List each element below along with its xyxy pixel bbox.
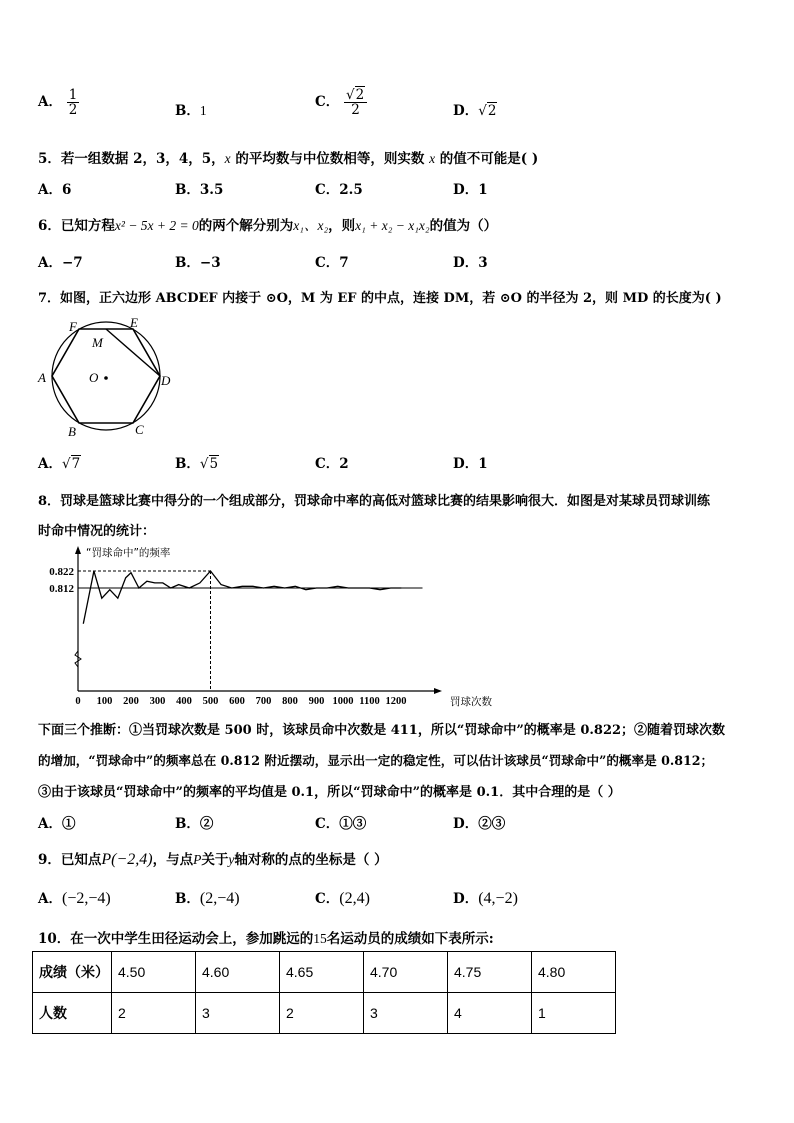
- table-cell: 4.50: [112, 952, 196, 993]
- label-c: C: [135, 422, 144, 437]
- label-d: D: [161, 373, 171, 388]
- y-tick-label: 0.812: [49, 583, 74, 595]
- label-e: E: [130, 315, 138, 330]
- table-cell: 4.75: [448, 952, 532, 993]
- y-axis-arrow: [75, 546, 81, 554]
- q6-option-a: A．−7: [38, 255, 83, 271]
- table-cell: 2: [112, 993, 196, 1034]
- label-a: A: [38, 370, 46, 385]
- q5-option-d: D．1: [453, 182, 488, 198]
- q7-option-c: C．2: [315, 456, 349, 472]
- table-cell: 4.65: [280, 952, 364, 993]
- x-tick-label: 900: [308, 696, 325, 707]
- q5-stem: 5．若一组数据 2，3，4，5，x 的平均数与中位数相等，则实数 x 的值不可能是( ): [38, 151, 539, 167]
- q6-stem: 6．已知方程x² − 5x + 2 = 0的两个解分别为x₁、x₂，则x₁ + x₂ − x₁x₂的值为（）: [38, 218, 498, 234]
- segment-md: [106, 329, 160, 376]
- x-tick-label: 500: [202, 696, 219, 707]
- q8-option-a: A．①: [38, 816, 76, 832]
- table-cell: 4.60: [196, 952, 280, 993]
- table-header-score: 成绩（米）: [33, 952, 112, 993]
- circle-o: [52, 322, 160, 430]
- table-cell: 2: [280, 993, 364, 1034]
- x-tick-label: 600: [229, 696, 245, 707]
- q9-option-a: A．(−2,−4): [38, 890, 111, 907]
- y-tick-label: 0.822: [49, 566, 74, 578]
- x-axis-arrow: [434, 688, 442, 694]
- table-cell: 1: [532, 993, 616, 1034]
- hexagon-circle-figure: [36, 312, 176, 440]
- center-point-o: [104, 376, 108, 380]
- q6-option-b: B．−3: [175, 255, 221, 271]
- table-cell: 4.70: [364, 952, 448, 993]
- free-throw-frequency-chart: [30, 543, 500, 711]
- q5-option-b: B．3.5: [175, 182, 224, 198]
- q7-option-a: A．√7: [38, 456, 81, 472]
- q4-a-denominator: 2: [68, 102, 78, 119]
- q5-option-a: A．6: [38, 182, 72, 198]
- x-axis-label: 罚球次数: [450, 696, 492, 708]
- q8-option-c: C．①③: [315, 816, 367, 832]
- x-tick-label: 400: [176, 696, 192, 707]
- q8-stem-line1: 8．罚球是篮球比赛中得分的一个组成部分，罚球命中率的高低对篮球比赛的结果影响很大．如图是对某球员罚球训练: [38, 494, 711, 509]
- q8-option-d: D．②③: [453, 816, 506, 832]
- table-row: [33, 952, 616, 993]
- scores-table: [32, 951, 616, 1034]
- q8-analysis-line2: 的增加，“罚球命中”的频率总在 0.812 附近摆动，显示出一定的稳定性，可以估计该球员“罚球命中”的概率是 0.812；: [38, 753, 714, 768]
- q10-stem: 10．在一次中学生田径运动会上，参加跳远的15名运动员的成绩如下表所示:: [38, 931, 494, 947]
- q9-stem: 9．已知点P(−2,4)，与点P关于y轴对称的点的坐标是（ ）: [38, 851, 388, 868]
- point-p: P(−2,4): [101, 851, 153, 868]
- q4-a-numerator: 1: [68, 87, 78, 103]
- hexagon-abcdef: [52, 329, 160, 423]
- q6-option-c: C．7: [315, 255, 349, 271]
- q4-c-radicand: 2: [355, 87, 365, 103]
- x-tick-label: 200: [123, 696, 139, 707]
- x-tick-label: 1200: [385, 696, 407, 707]
- q7-option-d: D．1: [453, 456, 488, 472]
- q4-option-d: D．√2: [453, 103, 497, 119]
- q7-stem: 7．如图，正六边形 ABCDEF 内接于 ⊙O，M 为 EF 的中点，连接 DM，若 ⊙O 的半径为 2，则 MD 的长度为( ): [38, 291, 722, 306]
- frequency-series-line: [83, 571, 401, 624]
- x-tick-label: 1100: [359, 696, 380, 707]
- q4-option-b: B．1: [175, 103, 207, 119]
- q8-stem-line2: 时命中情况的统计：: [38, 524, 156, 539]
- q9-option-b: B．(2,−4): [175, 890, 240, 907]
- x-tick-label: 300: [149, 696, 166, 707]
- x-tick-label: 700: [255, 696, 272, 707]
- q5-option-c: C．2.5: [315, 182, 363, 198]
- table-cell: 4: [448, 993, 532, 1034]
- label-b: B: [68, 424, 76, 439]
- x-tick-label: 0: [75, 696, 81, 707]
- q8-analysis-line3: ③由于该球员“罚球命中”的频率的平均值是 0.1，所以“罚球命中”的概率是 0.1．其中合理的是（ ）: [38, 785, 621, 800]
- q8-analysis-line1: 下面三个推断：①当罚球次数是 500 时，该球员命中次数是 411，所以“罚球命中”的概率是 0.822；②随着罚球次数: [38, 723, 726, 738]
- label-m: M: [92, 335, 103, 350]
- q4-option-c: C． $\frac{√2}{2}$: [315, 88, 367, 117]
- q4-option-a: A． $\frac{1}{2}$: [38, 87, 78, 119]
- x-tick-label: 100: [96, 696, 113, 707]
- x-tick-label: 1000: [332, 696, 354, 707]
- label-f: F: [69, 319, 77, 334]
- label-o: O: [89, 370, 99, 385]
- table-row: [33, 993, 616, 1034]
- x-tick-label: 800: [282, 696, 298, 707]
- table-header-count: 人数: [33, 993, 112, 1034]
- q9-option-c: C．(2,4): [315, 890, 370, 907]
- q6-option-d: D．3: [453, 255, 488, 271]
- q6-equation: x² − 5x + 2 = 0: [114, 218, 199, 233]
- y-axis-label: “罚球命中”的频率: [86, 547, 171, 559]
- q7-option-b: B．√5: [175, 456, 219, 472]
- table-cell: 3: [364, 993, 448, 1034]
- q8-option-b: B．②: [175, 816, 214, 832]
- q9-option-d: D．(4,−2): [453, 890, 518, 907]
- q4-c-denominator: 2: [351, 102, 360, 119]
- table-cell: 3: [196, 993, 280, 1034]
- table-cell: 4.80: [532, 952, 616, 993]
- q4-d-radicand: 2: [487, 103, 497, 119]
